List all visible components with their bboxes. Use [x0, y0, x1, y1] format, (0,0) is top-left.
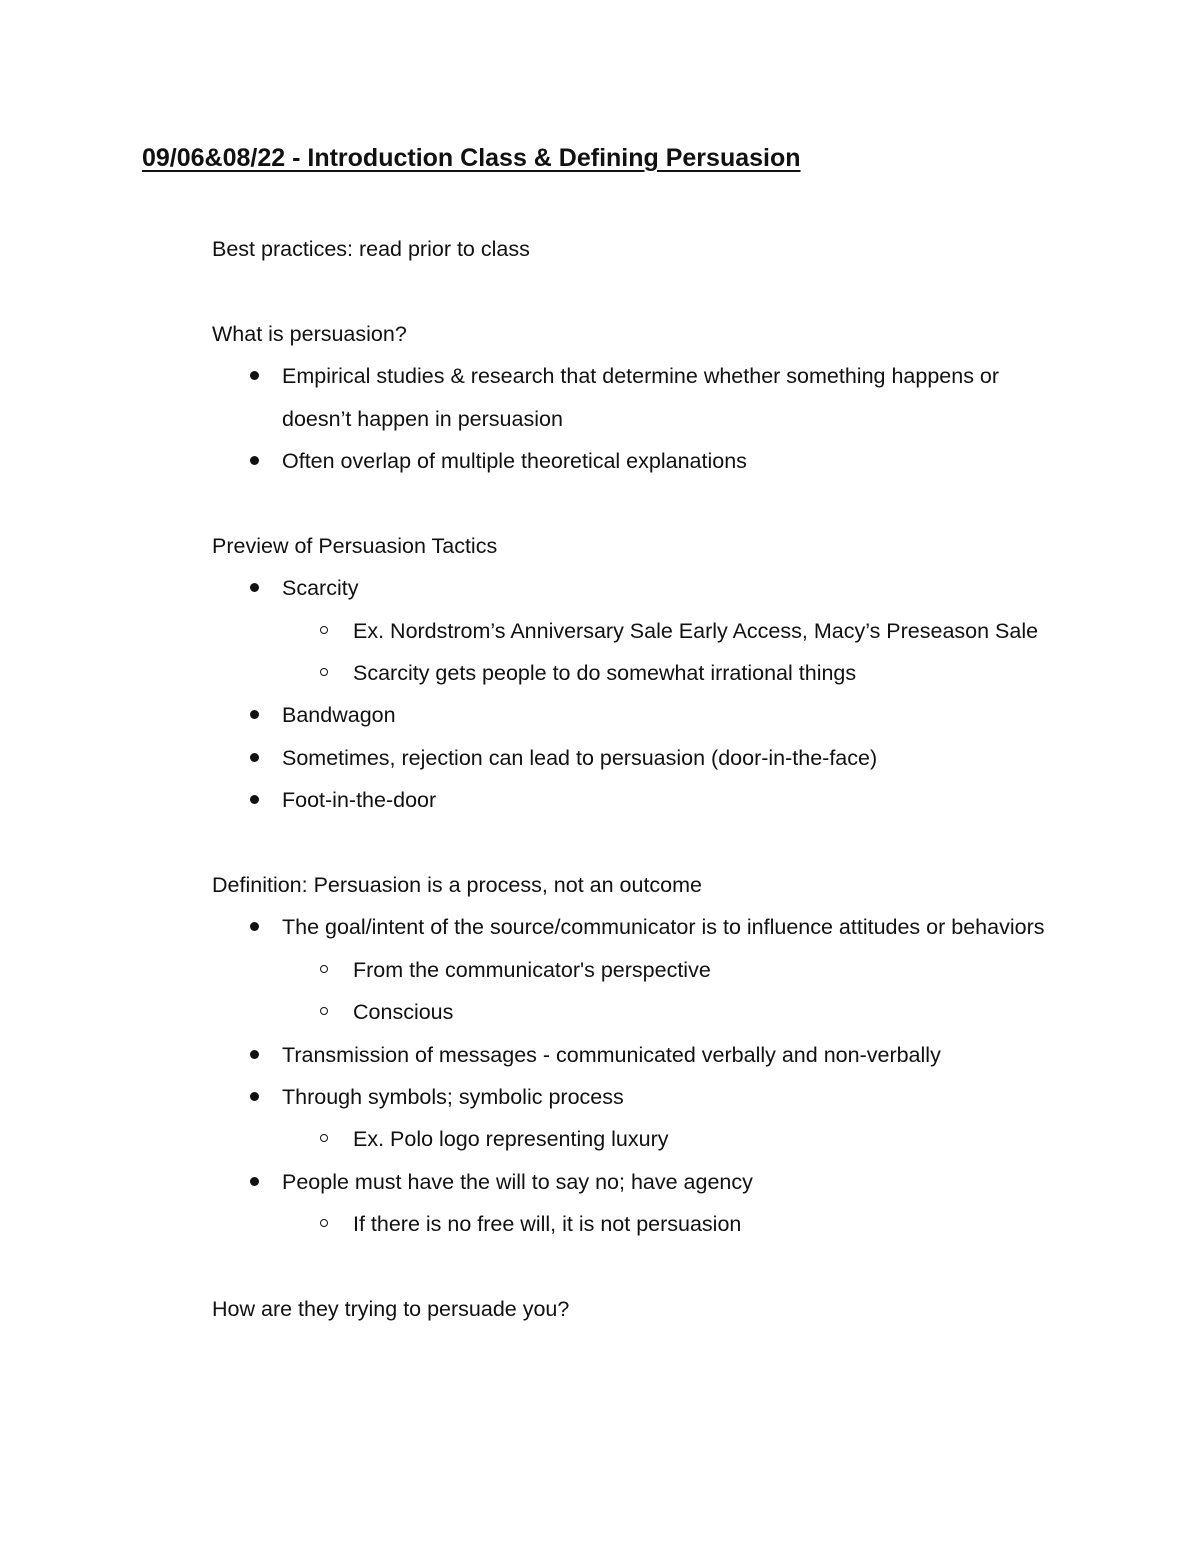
list-item: [282, 1161, 1072, 1246]
hollow-bullet-icon: [320, 668, 328, 676]
list-item-text: Often overlap of multiple theoretical explanations: [282, 449, 747, 474]
blank-line: [212, 270, 1072, 312]
sub-bullet-list: [282, 1118, 1072, 1160]
filled-bullet-icon: [250, 710, 259, 719]
filled-bullet-icon: [250, 1177, 259, 1186]
list-item-text: Empirical studies & research that determine whether something happens or doesn’t happen in persuasion: [282, 364, 1000, 431]
filled-bullet-icon: [250, 753, 259, 762]
sub-bullet-list: [282, 949, 1072, 1034]
section-heading-what-is-persuasion: What is persuasion?: [212, 321, 407, 346]
list-item: [282, 694, 1072, 736]
sub-list-item: [353, 652, 1072, 694]
list-item: [282, 567, 1072, 694]
list-item: [282, 1076, 1072, 1161]
sub-bullet-list: [282, 610, 1072, 695]
filled-bullet-icon: [250, 795, 259, 804]
sub-list-item-text: From the communicator's perspective: [353, 957, 711, 982]
sub-list-item: [353, 610, 1072, 652]
filled-bullet-icon: [250, 1050, 259, 1059]
sub-bullet-list: [282, 1203, 1072, 1245]
sub-list-item: [353, 1118, 1072, 1160]
list-item-text: Foot-in-the-door: [282, 788, 437, 813]
sub-list-item-text: If there is no free will, it is not persuasion: [353, 1212, 742, 1237]
sub-list-item: [353, 991, 1072, 1033]
filled-bullet-icon: [250, 1092, 259, 1101]
filled-bullet-icon: [250, 583, 259, 592]
filled-bullet-icon: [250, 456, 259, 465]
bullet-list: [212, 906, 1072, 1245]
blank-line: [212, 482, 1072, 524]
hollow-bullet-icon: [320, 1219, 328, 1227]
filled-bullet-icon: [250, 371, 259, 380]
page-title: 09/06&08/22 - Introduction Class & Defining Persuasion: [142, 144, 801, 172]
list-item: [282, 440, 1072, 482]
filled-bullet-icon: [250, 922, 259, 931]
sub-list-item-text: Conscious: [353, 1000, 454, 1025]
document-body: [212, 228, 1072, 1331]
list-item-text: The goal/intent of the source/communicator is to influence attitudes or behaviors: [282, 915, 1045, 940]
closing-question: How are they trying to persuade you?: [212, 1297, 570, 1322]
sub-list-item-text: Ex. Nordstrom’s Anniversary Sale Early Access, Macy’s Preseason Sale: [353, 618, 1039, 643]
bullet-list: [212, 355, 1072, 482]
sub-list-item-text: Ex. Polo logo representing luxury: [353, 1127, 669, 1152]
blank-line: [212, 822, 1072, 864]
list-item: [282, 737, 1072, 779]
list-item: [282, 779, 1072, 821]
section-heading-persuasion-tactics: Preview of Persuasion Tactics: [212, 533, 498, 558]
list-item-text: People must have the will to say no; have agency: [282, 1169, 753, 1194]
hollow-bullet-icon: [320, 626, 328, 634]
bullet-list: [212, 567, 1072, 821]
hollow-bullet-icon: [320, 965, 328, 973]
list-item-text: Sometimes, rejection can lead to persuasion (door-in-the-face): [282, 745, 878, 770]
list-item: [282, 906, 1072, 1033]
list-item: [282, 1034, 1072, 1076]
hollow-bullet-icon: [320, 1007, 328, 1015]
list-item-text: Transmission of messages - communicated verbally and non-verbally: [282, 1042, 941, 1067]
sub-list-item: [353, 949, 1072, 991]
section-heading-definition: Definition: Persuasion is a process, not an outcome: [212, 873, 702, 898]
list-item-text: Through symbols; symbolic process: [282, 1085, 624, 1110]
list-item: [282, 355, 1072, 440]
hollow-bullet-icon: [320, 1134, 328, 1142]
list-item-text: Scarcity: [282, 576, 359, 601]
best-practices-text: Best practices: read prior to class: [212, 237, 530, 261]
sub-list-item: [353, 1203, 1072, 1245]
sub-list-item-text: Scarcity gets people to do somewhat irrational things: [353, 661, 857, 686]
list-item-text: Bandwagon: [282, 703, 396, 728]
blank-line: [212, 1246, 1072, 1288]
